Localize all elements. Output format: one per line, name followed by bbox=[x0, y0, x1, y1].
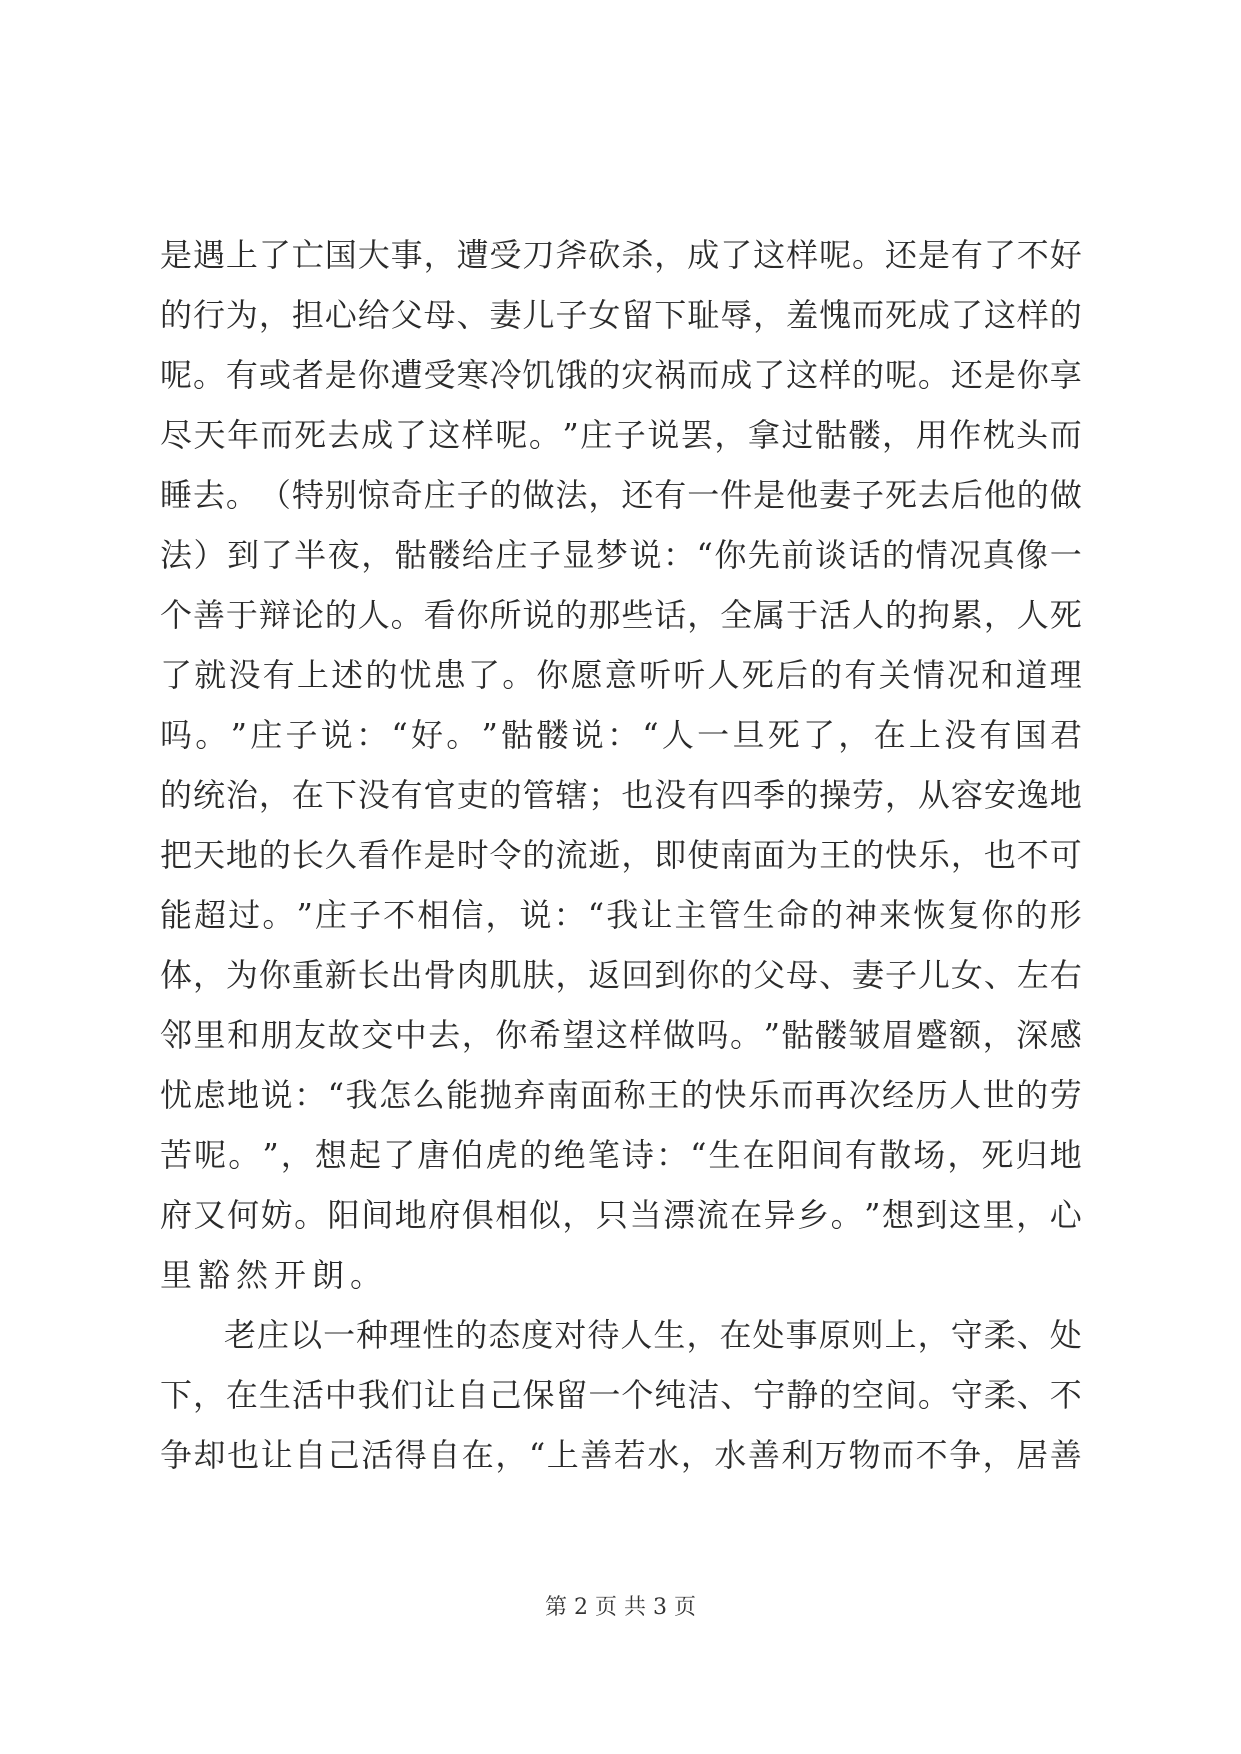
text-line: 体 ， 为 你 重 新 长 出 骨 肉 肌 肤 ， 返 回 到 你 的 父 母 、 妻 子 儿 女 、 左 右 bbox=[160, 956, 1082, 994]
text-line: 把 天 地 的 长 久 看 作 是 时 令 的 流 逝 ， 即 使 南 面 为 王 的 快 乐 ， 也 不 可 bbox=[160, 836, 1082, 874]
text-line: 睡 去 。 （ 特 别 惊 奇 庄 子 的 做 法 ， 还 有 一 件 是 他 妻 子 死 去 后 他 的 做 bbox=[160, 476, 1082, 514]
page-number-footer: 第 2 页 共 3 页 bbox=[545, 1595, 696, 1620]
text-line: 邻 里 和 朋 友 故 交 中 去 ， 你 希 望 这 样 做 吗 。 ” 骷 髅 皱 眉 蹙 额 ， 深 感 bbox=[160, 1016, 1082, 1054]
text-line: 苦 呢 。 ” ， 想 起 了 唐 伯 虎 的 绝 笔 诗 ： “ 生 在 阳 间 有 散 场 ， 死 归 地 bbox=[160, 1136, 1082, 1174]
paragraph-start-line: 老 庄 以 一 种 理 性 的 态 度 对 待 人 生 ， 在 处 事 原 则 上 ， 守 柔 、 处 bbox=[224, 1316, 1082, 1354]
paragraph-end-line: 里豁然开朗。 bbox=[160, 1256, 389, 1294]
text-line: 忧 虑 地 说 ： “ 我 怎 么 能 抛 弃 南 面 称 王 的 快 乐 而 再 次 经 历 人 世 的 劳 bbox=[160, 1076, 1082, 1114]
text-line: 府 又 何 妨 。 阳 间 地 府 俱 相 似 ， 只 当 漂 流 在 异 乡 。 ” 想 到 这 里 ， 心 bbox=[160, 1196, 1082, 1234]
text-line: 的 行 为 ， 担 心 给 父 母 、 妻 儿 子 女 留 下 耻 辱 ， 羞 愧 而 死 成 了 这 样 的 bbox=[160, 296, 1082, 334]
text-line: 下 ， 在 生 活 中 我 们 让 自 己 保 留 一 个 纯 洁 、 宁 静 的 空 间 。 守 柔 、 不 bbox=[160, 1376, 1082, 1414]
text-line: 争 却 也 让 自 己 活 得 自 在 ， “ 上 善 若 水 ， 水 善 利 万 物 而 不 争 ， 居 善 bbox=[160, 1436, 1082, 1474]
text-line: 是 遇 上 了 亡 国 大 事 ， 遭 受 刀 斧 砍 杀 ， 成 了 这 样 呢 。 还 是 有 了 不 好 bbox=[160, 236, 1082, 274]
text-line: 尽 天 年 而 死 去 成 了 这 样 呢 。 ” 庄 子 说 罢 ， 拿 过 骷 髅 ， 用 作 枕 头 而 bbox=[160, 416, 1082, 454]
text-line: 能 超 过 。 ” 庄 子 不 相 信 ， 说 ： “ 我 让 主 管 生 命 的 神 来 恢 复 你 的 形 bbox=[160, 896, 1082, 934]
text-line: 呢 。 有 或 者 是 你 遭 受 寒 冷 饥 饿 的 灾 祸 而 成 了 这 样 的 呢 。 还 是 你 享 bbox=[160, 356, 1082, 394]
body-text bbox=[160, 225, 1082, 1485]
text-line: 了 就 没 有 上 述 的 忧 患 了 。 你 愿 意 听 听 人 死 后 的 有 关 情 况 和 道 理 bbox=[160, 656, 1082, 694]
text-line: 的 统 治 ， 在 下 没 有 官 吏 的 管 辖 ； 也 没 有 四 季 的 操 劳 ， 从 容 安 逸 地 bbox=[160, 776, 1082, 814]
text-line: 个 善 于 辩 论 的 人 。 看 你 所 说 的 那 些 话 ， 全 属 于 活 人 的 拘 累 ， 人 死 bbox=[160, 596, 1082, 634]
text-line: 法 ） 到 了 半 夜 ， 骷 髅 给 庄 子 显 梦 说 ： “ 你 先 前 谈 话 的 情 况 真 像 一 bbox=[160, 536, 1082, 574]
text-line: 吗 。 ” 庄 子 说 ： “ 好 。 ” 骷 髅 说 ： “ 人 一 旦 死 了 ， 在 上 没 有 国 君 bbox=[160, 716, 1082, 754]
